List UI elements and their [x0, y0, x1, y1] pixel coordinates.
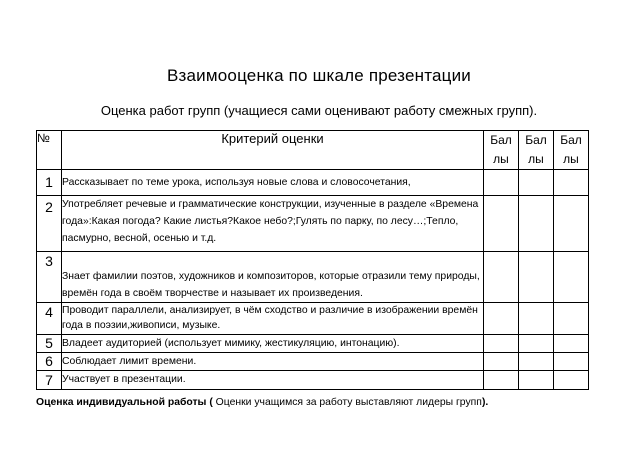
score-cell[interactable] [484, 335, 519, 353]
score-cell[interactable] [484, 371, 519, 390]
table-header-row [37, 131, 589, 170]
row-number: 2 [37, 196, 62, 252]
row-criterion: Рассказывает по теме урока, используя новые слова и словосочетания, [62, 170, 484, 196]
header-score-3: Бал лы [554, 131, 589, 170]
score-cell[interactable] [519, 303, 554, 335]
score-cell[interactable] [519, 353, 554, 371]
footer-normal: Оценки учащимся за работу выставляют лидеры групп [212, 397, 482, 408]
row-number: 3 [37, 252, 62, 303]
score-cell[interactable] [519, 371, 554, 390]
score-cell[interactable] [519, 170, 554, 196]
row-number: 5 [37, 335, 62, 353]
score-cell[interactable] [519, 196, 554, 252]
table-row [37, 353, 589, 371]
header-number: № [37, 131, 62, 170]
score-cell[interactable] [554, 303, 589, 335]
table-row [37, 196, 589, 252]
score-cell[interactable] [554, 335, 589, 353]
table-row [37, 170, 589, 196]
row-criterion: Знает фамилии поэтов, художников и композиторов, которые отразили тему природы, времён года в своём творчестве и называет их произведения. [62, 252, 484, 303]
row-criterion: Участвует в презентации. [62, 371, 484, 390]
row-number: 6 [37, 353, 62, 371]
row-criterion: Владеет аудиторией (использует мимику, жестикуляцию, интонацию). [62, 335, 484, 353]
score-cell[interactable] [484, 353, 519, 371]
row-criterion: Проводит параллели, анализирует, в чём сходство и различие в изображении времён года в поэзии,живописи, музыке. [62, 303, 484, 335]
header-score-2: Бал лы [519, 131, 554, 170]
score-cell[interactable] [484, 303, 519, 335]
header-score-1: Бал лы [484, 131, 519, 170]
score-cell[interactable] [484, 170, 519, 196]
score-cell[interactable] [484, 252, 519, 303]
score-cell[interactable] [554, 371, 589, 390]
footer-bold-start: Оценка индивидуальной работы ( [36, 397, 213, 408]
score-cell[interactable] [554, 252, 589, 303]
score-cell[interactable] [554, 196, 589, 252]
score-cell[interactable] [519, 252, 554, 303]
row-number: 4 [37, 303, 62, 335]
score-cell[interactable] [519, 335, 554, 353]
footer-bold-end: ). [481, 397, 489, 408]
criteria-table [36, 130, 589, 390]
footer-note [36, 397, 616, 408]
table-row [37, 303, 589, 335]
page-title: Взаимооценка по шкале презентации [166, 66, 471, 85]
row-number: 1 [37, 170, 62, 196]
score-cell[interactable] [484, 196, 519, 252]
row-criterion: Употребляет речевые и грамматические конструкции, изученные в разделе «Времена года»:Какая погода? Какие листья?Какое небо?;Гулять по парку, по лесу…;Тепло, пасмурно, весной, осенью и т.д. [62, 196, 484, 252]
row-criterion: Соблюдает лимит времени. [62, 353, 484, 371]
header-criterion: Критерий оценки [62, 131, 484, 170]
page-subtitle: Оценка работ групп (учащиеся сами оценивают работу смежных групп). [100, 103, 538, 118]
table-row [37, 371, 589, 390]
table-row [37, 335, 589, 353]
table-row [37, 252, 589, 303]
score-cell[interactable] [554, 170, 589, 196]
score-cell[interactable] [554, 353, 589, 371]
row-number: 7 [37, 371, 62, 390]
